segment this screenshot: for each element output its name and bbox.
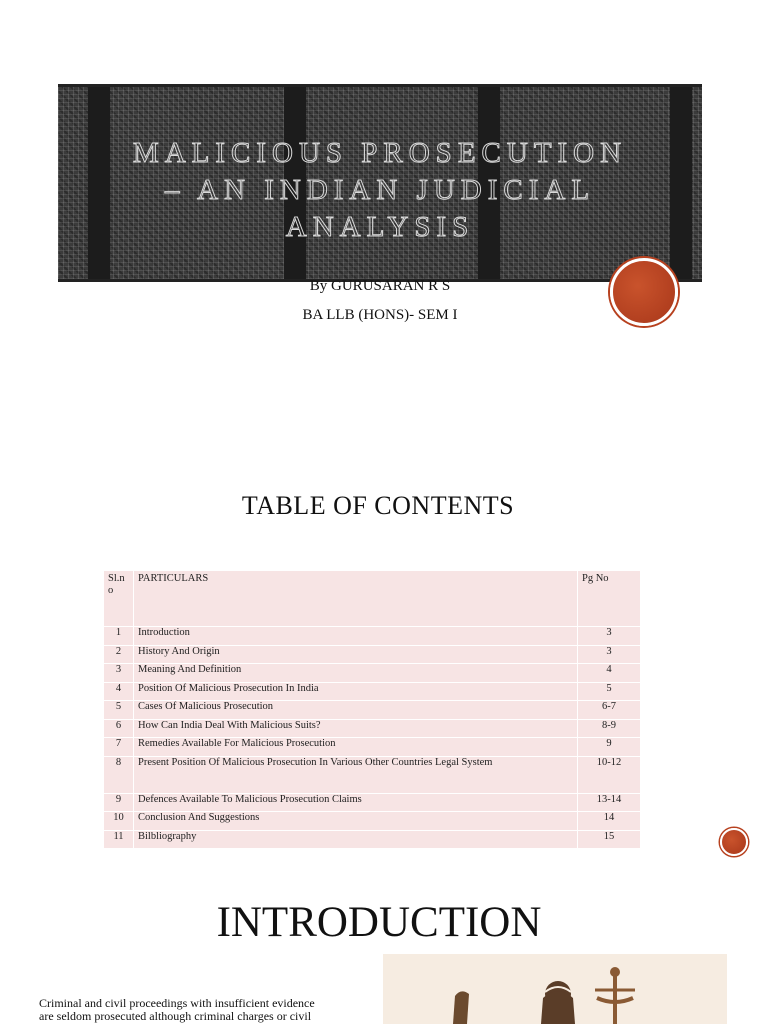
toc-row	[104, 830, 641, 849]
toc-row	[104, 812, 641, 831]
toc-particular: Cases Of Malicious Prosecution	[134, 701, 578, 720]
toc-row	[104, 701, 641, 720]
toc-row	[104, 645, 641, 664]
toc-pg: 15	[578, 830, 641, 849]
intro-heading: INTRODUCTION	[216, 899, 542, 946]
toc-particular: Position Of Malicious Prosecution In India	[134, 682, 578, 701]
toc-sl: 4	[104, 682, 134, 701]
toc-pg: 10-12	[578, 756, 641, 793]
toc-particular: How Can India Deal With Malicious Suits?	[134, 719, 578, 738]
toc-pg: 6-7	[578, 701, 641, 720]
toc-particular: Remedies Available For Malicious Prosecution	[134, 738, 578, 757]
intro-line: Criminal and civil proceedings with insufficient evidence	[39, 996, 315, 1010]
toc-row	[104, 793, 641, 812]
slide-title-line: ANALYSIS	[285, 211, 475, 243]
toc-row	[104, 627, 641, 646]
toc-row	[104, 664, 641, 683]
toc-header-row	[104, 571, 641, 627]
toc-sl: 9	[104, 793, 134, 812]
toc-pg: 5	[578, 682, 641, 701]
toc-pg: 4	[578, 664, 641, 683]
toc-pg: 3	[578, 645, 641, 664]
toc-sl: 6	[104, 719, 134, 738]
toc-sl: 11	[104, 830, 134, 849]
decorative-circle	[720, 828, 748, 856]
toc-row	[104, 682, 641, 701]
justice-illustration	[383, 954, 727, 1024]
toc-pg: 3	[578, 627, 641, 646]
toc-sl: 2	[104, 645, 134, 664]
toc-pg: 14	[578, 812, 641, 831]
toc-sl: 10	[104, 812, 134, 831]
toc-col-pg: Pg No	[578, 571, 641, 627]
intro-line: are seldom prosecuted although criminal charges or civil	[39, 1009, 312, 1023]
toc-pg: 9	[578, 738, 641, 757]
toc-particular: Meaning And Definition	[134, 664, 578, 683]
toc-particular: Bilbliography	[134, 830, 578, 849]
toc-particular: History And Origin	[134, 645, 578, 664]
toc-sl: 7	[104, 738, 134, 757]
toc-sl: 1	[104, 627, 134, 646]
course-line: BA LLB (HONS)- SEM I	[302, 307, 458, 323]
toc-col-particulars: PARTICULARS	[134, 571, 578, 627]
toc-row	[104, 756, 641, 793]
toc-particular: Conclusion And Suggestions	[134, 812, 578, 831]
toc-row	[104, 719, 641, 738]
toc-col-sl: Sl.n o	[104, 571, 134, 627]
toc-particular: Present Position Of Malicious Prosecution In Various Other Countries Legal System	[134, 756, 578, 793]
toc-sl: 8	[104, 756, 134, 793]
title-banner	[58, 84, 702, 282]
slide-title	[58, 135, 702, 246]
intro-paragraph	[39, 997, 339, 1023]
toc-table	[103, 570, 641, 849]
toc-particular: Defences Available To Malicious Prosecution Claims	[134, 793, 578, 812]
slide-title-line: MALICIOUS PROSECUTION	[132, 137, 628, 169]
toc-pg: 8-9	[578, 719, 641, 738]
lady-justice-icon	[383, 954, 727, 1024]
toc-sl: 3	[104, 664, 134, 683]
toc-heading: TABLE OF CONTENTS	[241, 491, 515, 520]
author-line: By GURUSARAN R S	[309, 278, 451, 294]
toc-sl: 5	[104, 701, 134, 720]
toc-row	[104, 738, 641, 757]
slide-title-line: – AN INDIAN JUDICIAL	[164, 174, 596, 206]
toc-particular: Introduction	[134, 627, 578, 646]
toc-pg: 13-14	[578, 793, 641, 812]
